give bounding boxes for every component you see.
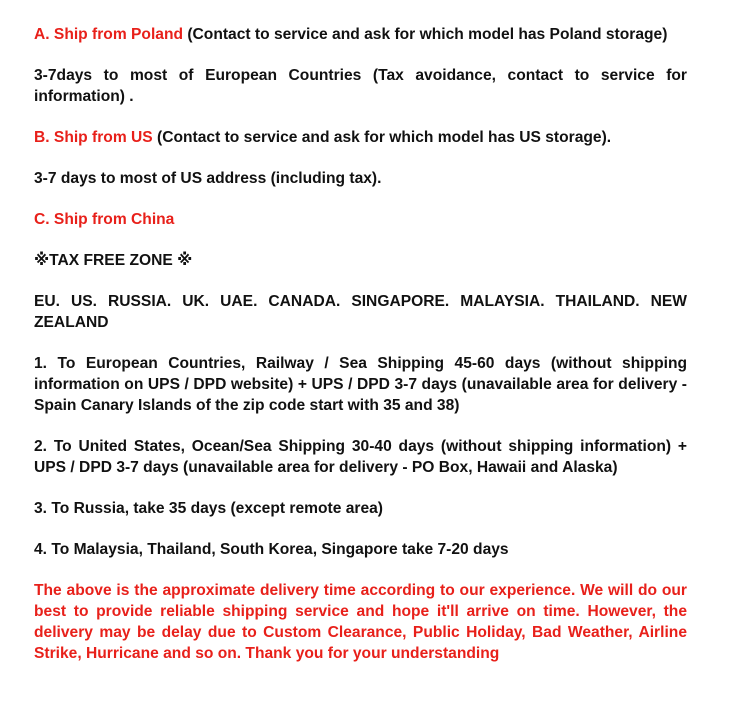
us-heading: B. Ship from US bbox=[34, 129, 153, 146]
poland-note: (Contact to service and ask for which model has Poland storage) bbox=[183, 26, 668, 43]
route-europe: 1. To European Countries, Railway / Sea Shipping 45-60 days (without shipping information on UPS / DPD website) + UPS / DPD 3-7 days (unavailable area for delivery - Spain Canary Islands of the zip code start with 35 and 38) bbox=[34, 355, 687, 414]
route-russia: 3. To Russia, take 35 days (except remote area) bbox=[34, 500, 384, 517]
poland-heading: A. Ship from Poland bbox=[34, 26, 184, 43]
poland-delivery-time: 3-7days to most of European Countries (Tax avoidance, contact to service for information) . bbox=[34, 67, 687, 105]
us-note: (Contact to service and ask for which model has US storage). bbox=[152, 129, 612, 146]
tax-free-countries: EU. US. RUSSIA. UK. UAE. CANADA. SINGAPORE. MALAYSIA. THAILAND. NEW ZEALAND bbox=[34, 293, 687, 331]
china-heading: C. Ship from China bbox=[34, 211, 175, 228]
route-united-states: 2. To United States, Ocean/Sea Shipping 30-40 days (without shipping information) + UPS / DPD 3-7 days (unavailable area for delivery - PO Box, Hawaii and Alaska) bbox=[34, 438, 687, 476]
route-asia: 4. To Malaysia, Thailand, South Korea, Singapore take 7-20 days bbox=[34, 541, 509, 558]
poland-shipping-line bbox=[34, 24, 687, 45]
tax-free-zone-title: ※TAX FREE ZONE ※ bbox=[34, 252, 193, 269]
shipping-info-document bbox=[34, 24, 687, 664]
us-delivery-time: 3-7 days to most of US address (including tax). bbox=[34, 170, 382, 187]
us-shipping-line bbox=[34, 127, 687, 148]
delivery-disclaimer: The above is the approximate delivery time according to our experience. We will do our best to provide reliable shipping service and hope it'll arrive on time. However, the delivery may be delay due to Custom Clearance, Public Holiday, Bad Weather, Airline Strike, Hurricane and so on. Thank you for your understanding bbox=[34, 582, 687, 662]
